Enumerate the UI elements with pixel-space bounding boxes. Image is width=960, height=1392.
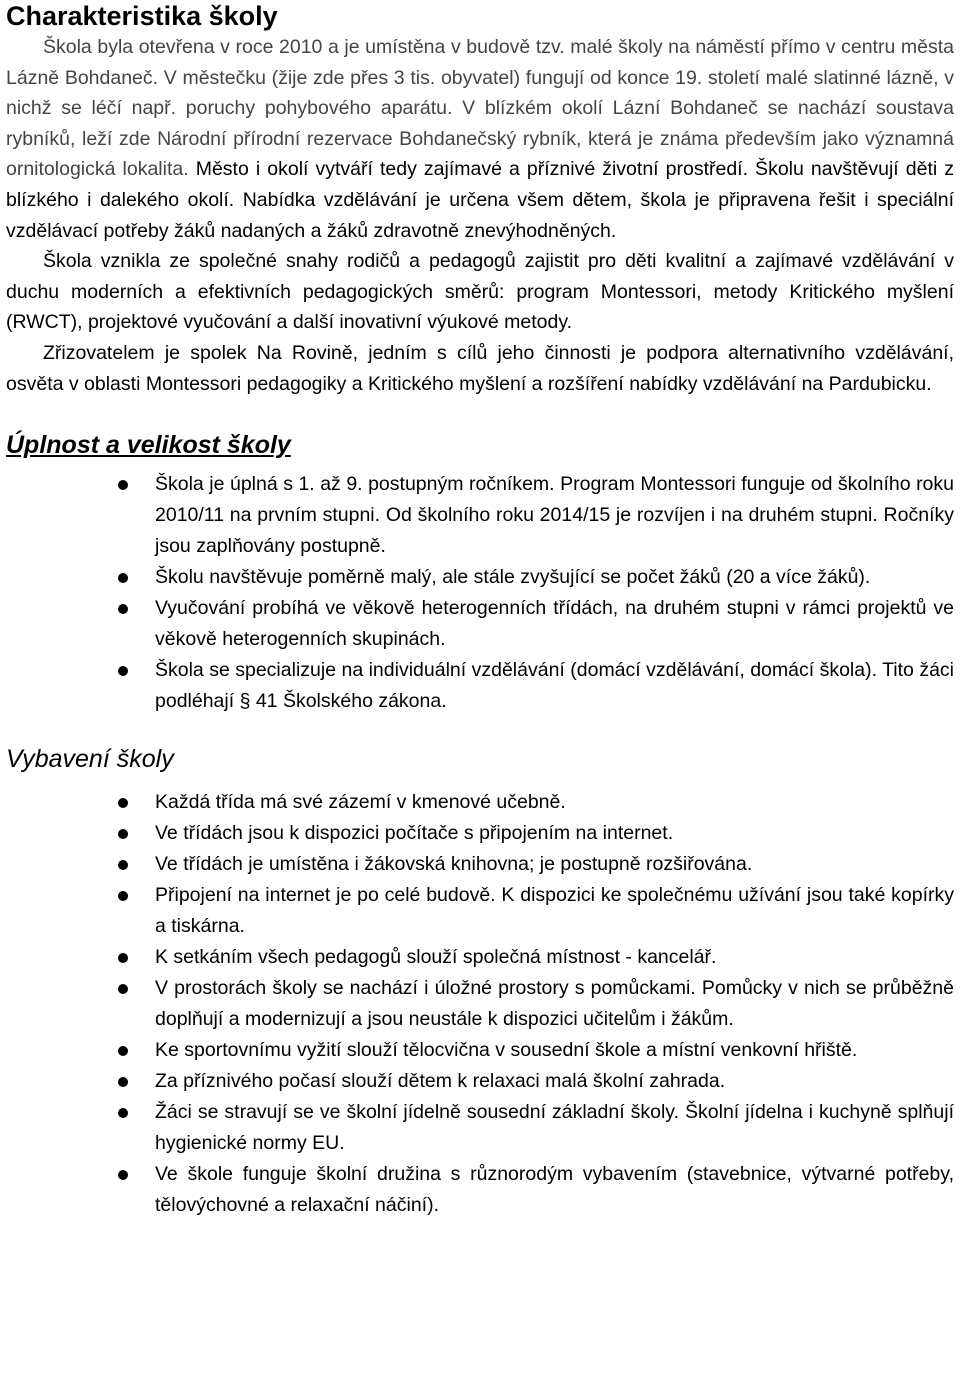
bullet-icon [118, 1077, 128, 1087]
paragraph-intro [6, 32, 954, 246]
paragraph-intro-part-a: Škola byla otevřena v roce 2010 a je umístěna v budově tzv. malé školy na náměstí přímo v centru města Lázně Bohdaneč. V městečku (žije zde přes 3 tis. obyvatel) fungují od konce 19. století malé slatinné lázně, v nichž se léčí např. poruchy pohybového aparátu. V blízkém okolí Lázní Bohdaneč se nachází soustava rybníků, leží zde Národní přírodní rezervace Bohdanečský rybník, která je známa především jako významná ornitologická lokalita. [6, 36, 954, 181]
bullet-icon [118, 573, 128, 583]
list-item-text: Škola se specializuje na individuální vzdělávání (domácí vzdělávání, domácí škola). Tito žáci podléhají § 41 Školského zákona. [155, 659, 954, 713]
bullet-icon [118, 829, 128, 839]
list-item [6, 562, 954, 593]
list-item [6, 1035, 954, 1066]
uplnost-list [6, 469, 954, 717]
bullet-icon [118, 891, 128, 901]
section-title-charakteristika: Charakteristika školy [6, 1, 278, 31]
section-title-uplnost: Úplnost a velikost školy [6, 431, 291, 460]
list-item [6, 973, 954, 1035]
paragraph-intro-part-b: Město i okolí vytváří tedy zajímavé a příznivé životní prostředí. Školu navštěvují děti z blízkého i dalekého okolí. Nabídka vzdělávání je určena všem dětem, škola je připravena řešit i speciální vzdělávací potřeby žáků nadaných a žáků zdravotně znevýhodněných. [6, 158, 954, 242]
list-item-text: V prostorách školy se nachází i úložné prostory s pomůckami. Pomůcky v nich se průběžně doplňují a modernizují a jsou neustále k dispozici učitelům i žákům. [155, 977, 954, 1031]
bullet-icon [118, 1170, 128, 1180]
list-item-text: Ke sportovnímu vyžití slouží tělocvična v sousední škole a místní venkovní hřiště. [155, 1039, 858, 1062]
list-item [6, 818, 954, 849]
bullet-icon [118, 860, 128, 870]
section-title-vybaveni: Vybavení školy [6, 745, 174, 774]
list-item-text: Ve třídách je umístěna i žákovská knihovna; je postupně rozšiřována. [155, 853, 753, 876]
bullet-icon [118, 1108, 128, 1118]
list-item [6, 655, 954, 717]
bullet-icon [118, 480, 128, 490]
list-item [6, 787, 954, 818]
vybaveni-list [6, 787, 954, 1221]
list-item [6, 849, 954, 880]
list-item-text: Připojení na internet je po celé budově. K dispozici ke společnému užívání jsou také kopírky a tiskárna. [155, 884, 954, 938]
list-item-text: Každá třída má své zázemí v kmenové učebně. [155, 791, 566, 814]
bullet-icon [118, 666, 128, 676]
list-item-text: Vyučování probíhá ve věkově heterogenních třídách, na druhém stupni v rámci projektů ve věkově heterogenních skupinách. [155, 597, 954, 651]
list-item-text: Za příznivého počasí slouží dětem k relaxaci malá školní zahrada. [155, 1070, 726, 1093]
list-item-text: Škola je úplná s 1. až 9. postupným ročníkem. Program Montessori funguje od školního roku 2010/11 na prvním stupni. Od školního roku 2014/15 je rozvíjen i na druhém stupni. Ročníky jsou zaplňovány postupně. [155, 473, 954, 558]
bullet-icon [118, 984, 128, 994]
list-item [6, 469, 954, 562]
list-item [6, 1159, 954, 1221]
list-item-text: Ve třídách jsou k dispozici počítače s připojením na internet. [155, 822, 674, 845]
list-item-text: Školu navštěvuje poměrně malý, ale stále zvyšující se počet žáků (20 a více žáků). [155, 566, 871, 589]
list-item-text: Ve škole funguje školní družina s různorodým vybavením (stavebnice, výtvarné potřeby, tělovýchovné a relaxační náčiní). [155, 1163, 954, 1217]
bullet-icon [118, 953, 128, 963]
list-item-text: K setkáním všech pedagogů slouží společná místnost - kancelář. [155, 946, 717, 969]
list-item [6, 593, 954, 655]
list-item [6, 1066, 954, 1097]
bullet-icon [118, 798, 128, 808]
paragraph-origin: Škola vznikla ze společné snahy rodičů a pedagogů zajistit pro děti kvalitní a zajímavé vzdělávání v duchu moderních a efektivních pedagogických směrů: program Montessori, metody Kritického myšlení (RWCT), projektové vyučování a další inovativní výukové metody. [6, 250, 954, 334]
paragraph-founder: Zřizovatelem je spolek Na Rovině, jedním s cílů jeho činnosti je podpora alternativního vzdělávání, osvěta v oblasti Montessori pedagogiky a Kritického myšlení a rozšíření nabídky vzdělávání na Pardubicku. [6, 341, 954, 395]
bullet-icon [118, 604, 128, 614]
list-item [6, 1097, 954, 1159]
list-item [6, 880, 954, 942]
list-item-text: Žáci se stravují se ve školní jídelně sousední základní školy. Školní jídelna i kuchyně splňují hygienické normy EU. [155, 1101, 954, 1155]
list-item [6, 942, 954, 973]
bullet-icon [118, 1046, 128, 1056]
